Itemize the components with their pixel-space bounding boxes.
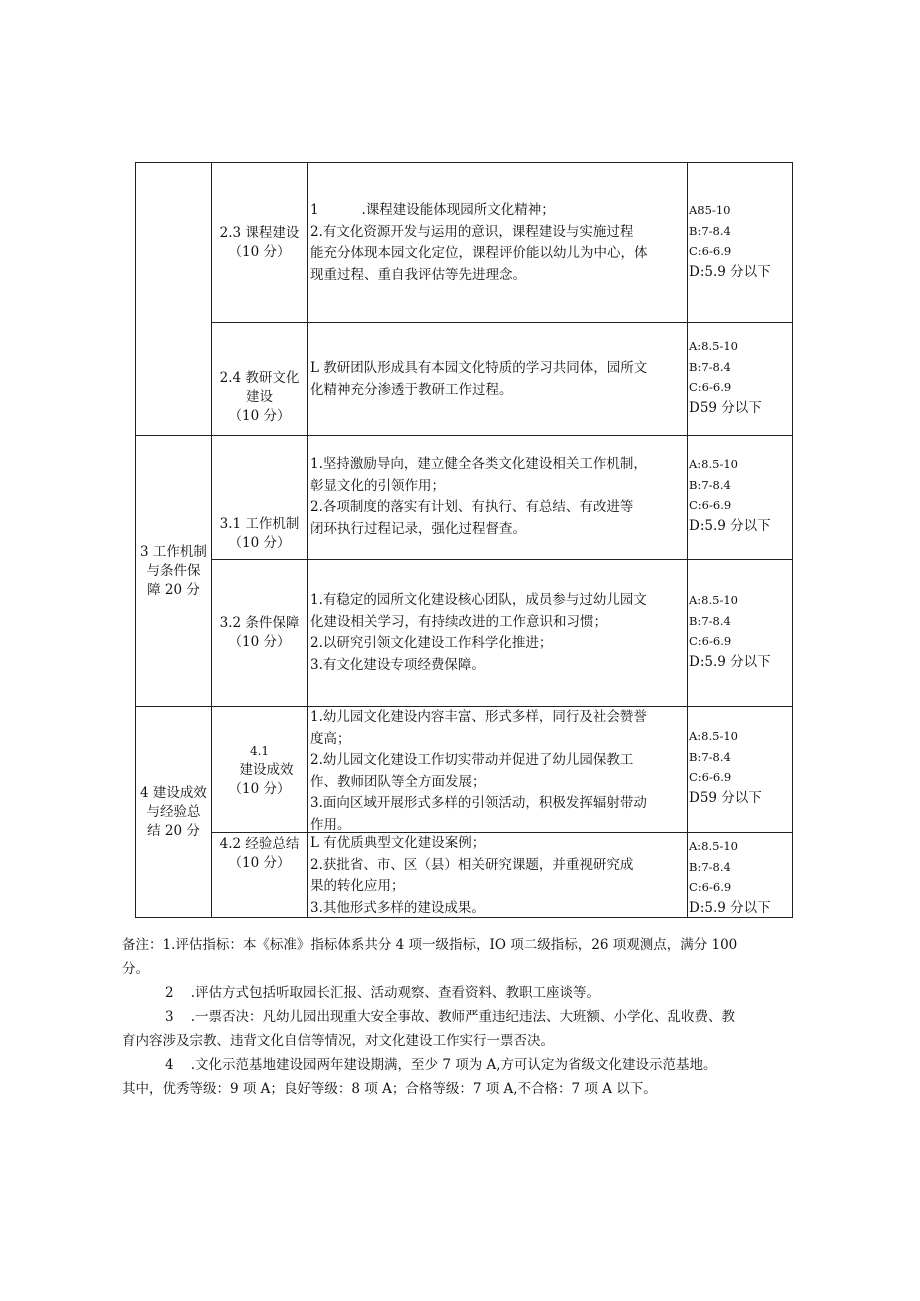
content-line: 1 .课程建设能体现园所文化精神； bbox=[310, 202, 555, 218]
content-4-2 bbox=[308, 833, 687, 918]
content-line: 化建设相关学习，有持续改进的工作意识和习惯； bbox=[310, 613, 607, 630]
level1-line: 障 20 分 bbox=[147, 581, 200, 598]
note-4-line-1: 4 .文化示范基地建设园两年建设期满，至少 7 项为 A,方可认定为省级文化建设示范基地。 bbox=[165, 1057, 717, 1073]
content-2-4 bbox=[308, 358, 687, 418]
indicator-title: 3.1 工作机制 bbox=[219, 516, 300, 532]
indicator-score: （10 分） bbox=[228, 408, 291, 424]
grades-3-1 bbox=[688, 454, 792, 554]
content-3-2 bbox=[308, 590, 687, 690]
note-1-line-2: 分。 bbox=[122, 961, 149, 977]
indicator-title: 3.2 条件保障 bbox=[219, 615, 300, 631]
grade-b: B:7-8.4 bbox=[689, 749, 731, 764]
content-line: 1.幼儿园文化建设内容丰富、形式多样，同行及社会赞誉 bbox=[310, 709, 647, 725]
note-3-line-1: 3 .一票否决：凡幼儿园出现重大安全事故、教师严重违纪违法、大班额、小学化、乱收费、教 bbox=[165, 1009, 736, 1025]
level1-line: 结 20 分 bbox=[147, 822, 200, 839]
grades-2-3 bbox=[688, 200, 792, 320]
grade-b: B:7-8.4 bbox=[689, 223, 731, 238]
note-1-line-1: 备注：1.评估指标：本《标准》指标体系共分 4 项一级指标，IO 项二级指标，26 项观测点，满分 100 bbox=[122, 937, 738, 953]
content-line: 2.各项制度的落实有计划、有执行、有总结、有改进等 bbox=[310, 499, 634, 515]
grade-a: A85-10 bbox=[689, 203, 731, 217]
indicator-score: （10 分） bbox=[228, 634, 291, 650]
content-line: 3.有文化建设专项经费保障。 bbox=[310, 656, 485, 673]
note-3-line-2: 育内容涉及宗教、违背文化自信等情况，对文化建设工作实行一票否决。 bbox=[122, 1033, 554, 1049]
content-line: L 教研团队形成具有本园文化特质的学习共同体，园所文 bbox=[310, 360, 648, 376]
grade-b: B:7-8.4 bbox=[689, 613, 731, 628]
grade-a: A:8.5-10 bbox=[689, 339, 738, 353]
indicator-2-3 bbox=[212, 163, 307, 322]
grade-c: C:6-6.9 bbox=[689, 770, 732, 784]
level1-indicator-3 bbox=[136, 436, 211, 706]
content-line: 闭环执行过程记录，强化过程督查。 bbox=[310, 520, 526, 537]
grades-2-4 bbox=[688, 336, 792, 434]
grade-b: B:7-8.4 bbox=[689, 359, 731, 374]
grade-d: D:5.9 分以下 bbox=[689, 899, 771, 916]
content-line: 2.幼儿园文化建设工作切实带动并促进了幼儿园保教工 bbox=[310, 752, 634, 768]
content-4-1 bbox=[308, 707, 687, 832]
grades-4-1 bbox=[688, 726, 792, 826]
content-line: 作、教师团队等全方面发展； bbox=[310, 773, 486, 790]
note-4-line-2: 其中，优秀等级：9 项 A；良好等级：8 项 A；合格等级：7 项 A,不合格：7 项 A 以下。 bbox=[122, 1081, 657, 1097]
content-line: 度高； bbox=[310, 730, 351, 747]
grade-c: C:6-6.9 bbox=[689, 380, 732, 394]
content-3-1 bbox=[308, 454, 687, 554]
grade-d: D:5.9 分以下 bbox=[689, 517, 771, 534]
grade-a: A:8.5-10 bbox=[689, 593, 738, 607]
level1-indicator-4 bbox=[136, 707, 211, 917]
grade-d: D:5.9 分以下 bbox=[689, 263, 771, 280]
grade-a: A:8.5-10 bbox=[689, 457, 738, 471]
content-line: 3.面向区域开展形式多样的引领活动，积极发挥辐射带动 bbox=[310, 795, 647, 811]
indicator-4-1 bbox=[212, 735, 307, 805]
level1-line: 与条件保 bbox=[146, 562, 201, 579]
content-line: 1.有稳定的园所文化建设核心团队，成员参与过幼儿园文 bbox=[310, 592, 647, 608]
content-line: 2.获批省、市、区（县）相关研究课题，并重视研究成 bbox=[310, 856, 634, 873]
grade-b: B:7-8.4 bbox=[689, 859, 731, 874]
note-2: 2 .评估方式包括听取园长汇报、活动观察、查看资料、教职工座谈等。 bbox=[165, 985, 601, 1001]
indicator-3-2 bbox=[212, 560, 307, 706]
level1-line: 3 工作机制 bbox=[140, 543, 207, 560]
indicator-title-cont: 建设 bbox=[246, 389, 273, 405]
content-line: 能充分体现本园文化定位，课程评价能以幼儿为中心，体 bbox=[310, 245, 648, 261]
indicator-title: 4.2 经验总结 bbox=[219, 836, 300, 852]
content-line: L 有优质典型文化建设案例； bbox=[310, 835, 486, 851]
grade-c: C:6-6.9 bbox=[689, 498, 732, 512]
level1-line: 4 建设成效 bbox=[140, 784, 207, 801]
indicator-title: 建设成效 bbox=[239, 761, 294, 778]
grade-b: B:7-8.4 bbox=[689, 477, 731, 492]
indicator-2-4 bbox=[212, 360, 307, 435]
indicator-3-1 bbox=[212, 509, 307, 559]
grade-c: C:6-6.9 bbox=[689, 244, 732, 258]
content-line: 彰显文化的引领作用； bbox=[310, 477, 445, 494]
grade-d: D:5.9 分以下 bbox=[689, 653, 771, 670]
remarks-section bbox=[122, 933, 812, 1101]
content-line: 现重过程、重自我评估等先进理念。 bbox=[310, 266, 526, 283]
indicator-number: 4.1 bbox=[249, 743, 270, 758]
content-line: 果的转化应用； bbox=[310, 878, 405, 894]
indicator-4-2 bbox=[212, 833, 307, 875]
indicator-score: （10 分） bbox=[228, 855, 291, 871]
indicator-title: 2.3 课程建设 bbox=[219, 224, 300, 241]
grades-4-2 bbox=[688, 836, 792, 918]
grades-3-2 bbox=[688, 590, 792, 690]
indicator-score: （10 分） bbox=[228, 535, 291, 551]
content-line: 2.以研究引领文化建设工作科学化推进； bbox=[310, 635, 553, 651]
content-line: 3.其他形式多样的建设成果。 bbox=[310, 899, 485, 916]
content-line: 1.坚持激励导向，建立健全各类文化建设相关工作机制， bbox=[310, 456, 647, 472]
content-line: 2.有文化资源开发与运用的意识，课程建设与实施过程 bbox=[310, 223, 634, 240]
indicator-score: （10 分） bbox=[228, 243, 291, 260]
grade-a: A:8.5-10 bbox=[689, 839, 738, 853]
grade-d: D59 分以下 bbox=[689, 399, 762, 416]
level1-line: 与经验总 bbox=[146, 803, 201, 820]
content-line: 作用。 bbox=[310, 816, 351, 832]
content-2-3 bbox=[308, 200, 687, 320]
content-line: 化精神充分渗透于教研工作过程。 bbox=[310, 381, 513, 398]
indicator-title: 2.4 教研文化 bbox=[219, 370, 300, 386]
grade-a: A:8.5-10 bbox=[689, 729, 738, 743]
grade-c: C:6-6.9 bbox=[689, 634, 732, 648]
grade-c: C:6-6.9 bbox=[689, 880, 732, 894]
indicator-score: （10 分） bbox=[228, 780, 291, 797]
grade-d: D59 分以下 bbox=[689, 789, 762, 806]
